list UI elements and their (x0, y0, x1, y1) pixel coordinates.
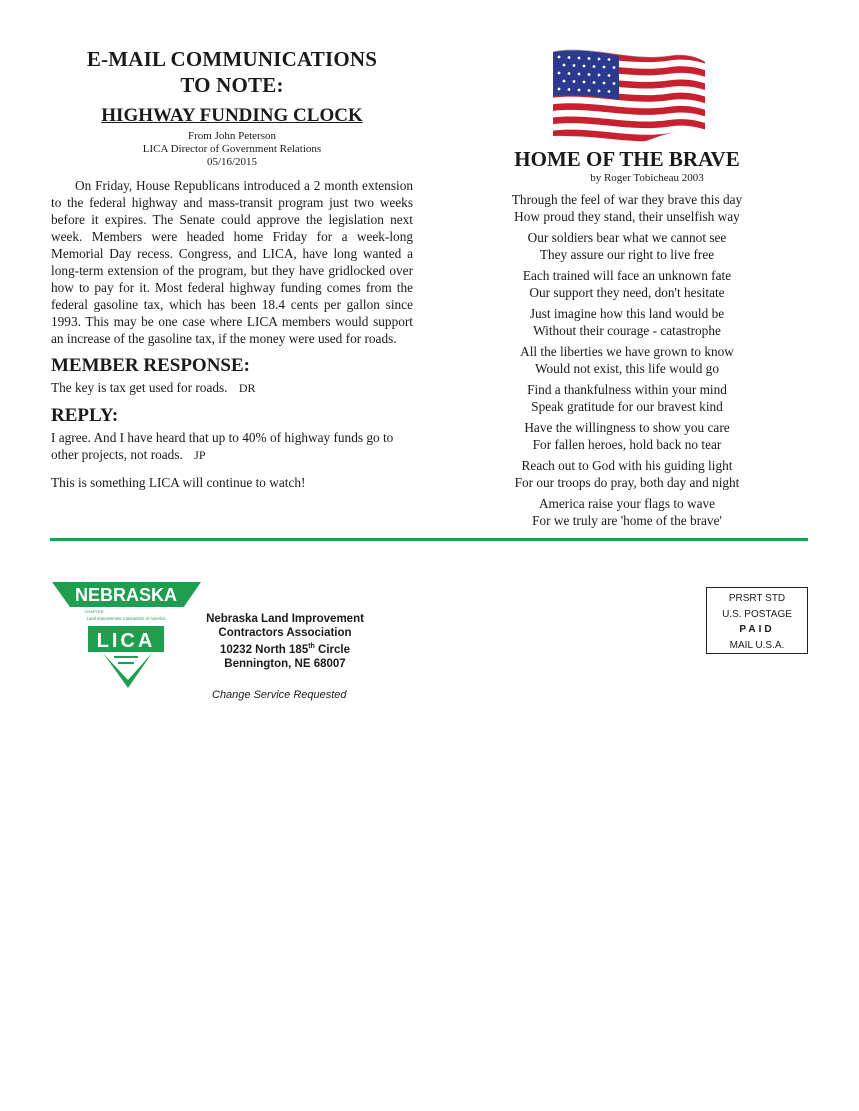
flag-star (608, 74, 611, 77)
flag-star (578, 57, 581, 60)
org-line-2: Contractors Association (218, 627, 352, 639)
section-heading (51, 46, 413, 98)
byline-date: 05/16/2015 (206, 156, 258, 168)
article-title: HIGHWAY FUNDING CLOCK (101, 105, 363, 126)
heading-line-2: TO NOTE: (180, 73, 284, 97)
poem-line: Find a thankfulness within your mind (527, 382, 727, 397)
poem-line: Speak gratitude for our bravest kind (531, 398, 723, 414)
flag-star (558, 72, 561, 75)
poem-line: Without their courage - catastrophe (533, 322, 721, 338)
reply-text: I agree. And I have heard that up to 40% of highway funds go to other projects, not roads. (51, 430, 394, 462)
flag-star (588, 89, 591, 92)
poem-stanza (486, 382, 768, 415)
flag-star (558, 88, 561, 91)
reply-heading: REPLY: (51, 405, 119, 426)
poem-line: Just imagine how this land would be (529, 306, 725, 321)
flag-star (578, 73, 581, 76)
poem-line: For our troops do pray, both day and night (514, 474, 740, 490)
flag-star (613, 66, 616, 69)
flag-star (573, 64, 576, 67)
poem-line: Through the feel of war they brave this day (511, 192, 743, 207)
poem-line: Have the willingness to show you care (524, 420, 730, 435)
poem-stanza (486, 496, 768, 529)
poem-line: For we truly are 'home of the brave' (532, 512, 722, 528)
poem-stanza (486, 192, 768, 225)
flag-star (598, 58, 601, 61)
closing-text: This is something LICA will continue to watch! (51, 475, 306, 490)
flag-star (588, 73, 591, 76)
street-address: 10232 North 185th Circle (220, 643, 350, 656)
logo-org-text: Land Improvement Contractors of America (86, 616, 166, 621)
poem-line: Each trained will face an unknown fate (522, 268, 732, 283)
flag-star (608, 90, 611, 93)
flag-star (583, 65, 586, 68)
american-flag-icon (549, 48, 709, 148)
poem-line: Our support they need, don't hesitate (529, 284, 725, 300)
poem-line: America raise your flags to wave (538, 496, 716, 511)
flag-star (593, 65, 596, 68)
poem-stanza (486, 268, 768, 301)
poem-line: Reach out to God with his guiding light (521, 458, 733, 473)
service-note: Change Service Requested (212, 689, 347, 701)
return-address (204, 612, 366, 671)
article-byline (51, 130, 413, 169)
poem-stanza (486, 344, 768, 377)
flag-star (568, 72, 571, 75)
flag-star (568, 88, 571, 91)
postage-origin: MAIL U.S.A. (729, 639, 785, 651)
nebraska-lica-logo (50, 580, 203, 690)
logo-lica-text: LICA (96, 630, 156, 652)
flag-star (593, 81, 596, 84)
flag-star (603, 82, 606, 85)
reply-initials: JP (194, 448, 206, 462)
poem-line: Would not exist, this life would go (535, 360, 719, 376)
flag-star (583, 81, 586, 84)
poem-stanza (486, 306, 768, 339)
member-response-initials: DR (238, 381, 256, 395)
flag-star (578, 89, 581, 92)
member-response (51, 379, 413, 397)
flag-star (558, 56, 561, 59)
poem-column (486, 146, 768, 529)
poem-stanzas (486, 192, 768, 529)
flag-star (563, 64, 566, 67)
member-response-heading: MEMBER RESPONSE: (51, 355, 250, 376)
logo-state-text: NEBRASKA (74, 585, 178, 605)
poem-stanza (486, 420, 768, 453)
flag-star (568, 56, 571, 59)
postage-class: PRSRT STD (728, 593, 786, 604)
poem-line: How proud they stand, their unselfish way (514, 208, 740, 224)
org-line-1: Nebraska Land Improvement (206, 613, 364, 625)
postage-indicia (706, 587, 808, 654)
flag-star (588, 57, 591, 60)
flag-star (563, 80, 566, 83)
byline-from: From John Peterson (188, 130, 276, 142)
byline-role: LICA Director of Government Relations (142, 143, 322, 155)
poem-title: HOME OF THE BRAVE (514, 147, 740, 171)
poem-line: Our soldiers bear what we cannot see (527, 230, 727, 245)
section-divider (50, 538, 808, 541)
email-communications-column (51, 46, 413, 491)
flag-star (573, 80, 576, 83)
poem-stanza (486, 458, 768, 491)
heading-line-1: E-MAIL COMMUNICATIONS (86, 47, 378, 71)
poem-byline: by Roger Tobicheau 2003 (590, 172, 704, 184)
reply (51, 429, 413, 464)
member-response-text: The key is tax get used for roads. (51, 380, 228, 395)
poem-line: They assure our right to live free (539, 246, 715, 262)
city-state-zip: Bennington, NE 68007 (224, 657, 346, 670)
flag-star (613, 82, 616, 85)
poem-line: For fallen heroes, hold back no tear (532, 436, 722, 452)
poem-line: All the liberties we have grown to know (520, 344, 734, 359)
postage-paid: PAID (739, 624, 775, 635)
postage-us: U.S. POSTAGE (722, 608, 792, 620)
flag-star (598, 74, 601, 77)
flag-star (598, 90, 601, 93)
logo-chapter-text: CHAPTER (84, 609, 104, 614)
poem-stanza (486, 230, 768, 263)
flag-star (603, 66, 606, 69)
flag-star (608, 58, 611, 61)
article-body: On Friday, House Republicans introduced a 2 month extension to the federal highway and mass-transit program just two weeks before it expires. The Senate could approve the legislation next week. Members were headed home Friday for a week-long Memorial Day recess. Congress, and LICA, have long wanted a long-term extension of the program, but they have gridlocked over how to pay for it. Most federal highway funding comes from the federal gasoline tax, which has been 18.4 cents per gallon since 1993. This may be one case where LICA members would support an increase of the gasoline tax, if the money were used for roads. (51, 178, 413, 346)
